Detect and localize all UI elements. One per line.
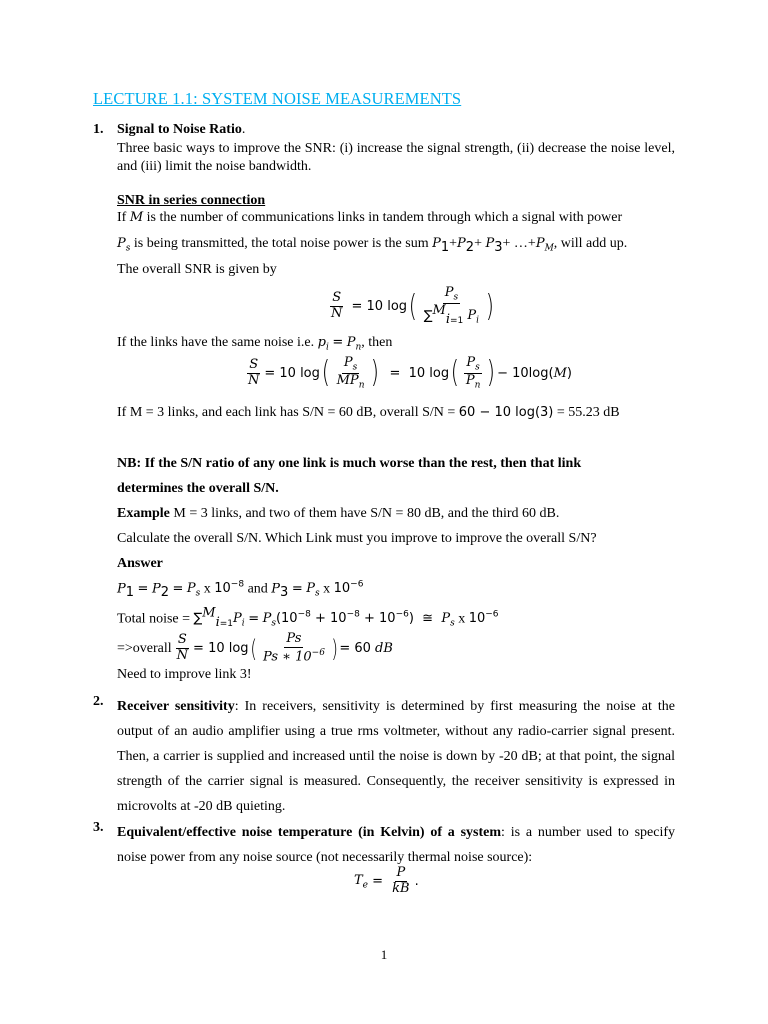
overall-snr-text: The overall SNR is given by xyxy=(117,262,277,277)
section-3-paragraph: Equivalent/effective noise temperature (in Kelvin) of a system: is a number used to specify noise power from any noise source (not necessarily thermal noise source): xyxy=(117,825,675,865)
same-noise-text: If the links have the same noise i.e. $p_i = P_n$, then xyxy=(117,335,393,353)
section-1-intro: Three basic ways to improve the SNR: (i) increase the signal strength, (ii) decrease the noise level, and (iii) limit the noise bandwidth. xyxy=(117,141,675,174)
nb-line-1: NB: If the S/N ratio of any one link is much worse than the rest, then that link xyxy=(117,456,582,471)
page-title: LECTURE 1.1: SYSTEM NOISE MEASUREMENTS xyxy=(93,89,462,108)
page-number: 1 xyxy=(380,947,388,962)
answer-line-1: $P_1 = P_2 = P_s$ x $10^{-8}$ and $P_3 = P_s$ x $10^{-6}$ xyxy=(117,580,364,601)
nb-line-2: determines the overall S/N. xyxy=(117,481,279,496)
section-3-heading: 3. xyxy=(93,820,104,835)
subheading-snr-series: SNR in series connection xyxy=(117,193,266,208)
equation-same-noise-snr: $\frac{S}{N}$ = 10 log ( $\frac{P_s}{MP_n}$ ) = 10 log ( $\frac{P_s}{P_n}$ ) − 10log(M) xyxy=(248,355,572,391)
section-2-paragraph: Receiver sensitivity: In receivers, sensitivity is determined by first measuring the noise at the output of an audio amplifier using a true rms voltmeter, without any radio-carrier signal present. Then, a carrier is supplied and increased until the noise is down by -20 dB; at that point, the signal strength of the carrier signal is measured. Consequently, the receiver sensitivity is expressed in microvolts at -20 dB quieting. xyxy=(117,699,675,814)
total-noise-line: Total noise = $\sum^M_{i=1}P_i = P_s(10^{-8} + 10^{-8} + 10^{-6})$ ≅ $P_s$ x $10^{-6}$ xyxy=(117,606,499,630)
m3-example-text: If M = 3 links, and each link has S/N = 60 dB, overall S/N = 60 − 10 log(3) = 55.23 dB xyxy=(117,405,620,420)
equation-overall-result: =>overall $\frac{S}{N}$ = 10 log ( $\frac{Ps}{Ps ∗ 10^{-6}}$ ) = 60 dB xyxy=(117,631,393,665)
series-paragraph-line-1: If M is the number of communications links in tandem through which a signal with power xyxy=(117,210,623,225)
answer-label: Answer xyxy=(117,556,163,571)
equation-overall-snr: $\frac{S}{N}$ = 10 log ( $\frac{P_s}{\sum^M_{i=1} P_i}$ ) xyxy=(331,285,495,327)
improve-link-text: Need to improve link 3! xyxy=(117,667,252,682)
example-text: Example M = 3 links, and two of them have S/N = 80 dB, and the third 60 dB. xyxy=(117,506,560,521)
series-paragraph-line-2: $P_s$ is being transmitted, the total noise power is the sum $P_1+P_2+ P_3+$ $\dots+P_M$, will add up. xyxy=(117,236,628,255)
section-number: 1. xyxy=(93,122,104,137)
calculate-text: Calculate the overall S/N. Which Link must you improve to improve the overall S/N? xyxy=(117,531,597,546)
section-2-heading: 2. xyxy=(93,694,104,709)
equation-noise-temperature: $T_e$ = $\frac{P}{kB}$ . xyxy=(354,865,419,896)
section-1-heading: 1. Signal to Noise Ratio. xyxy=(93,122,246,137)
section-heading: Signal to Noise Ratio xyxy=(117,122,242,137)
